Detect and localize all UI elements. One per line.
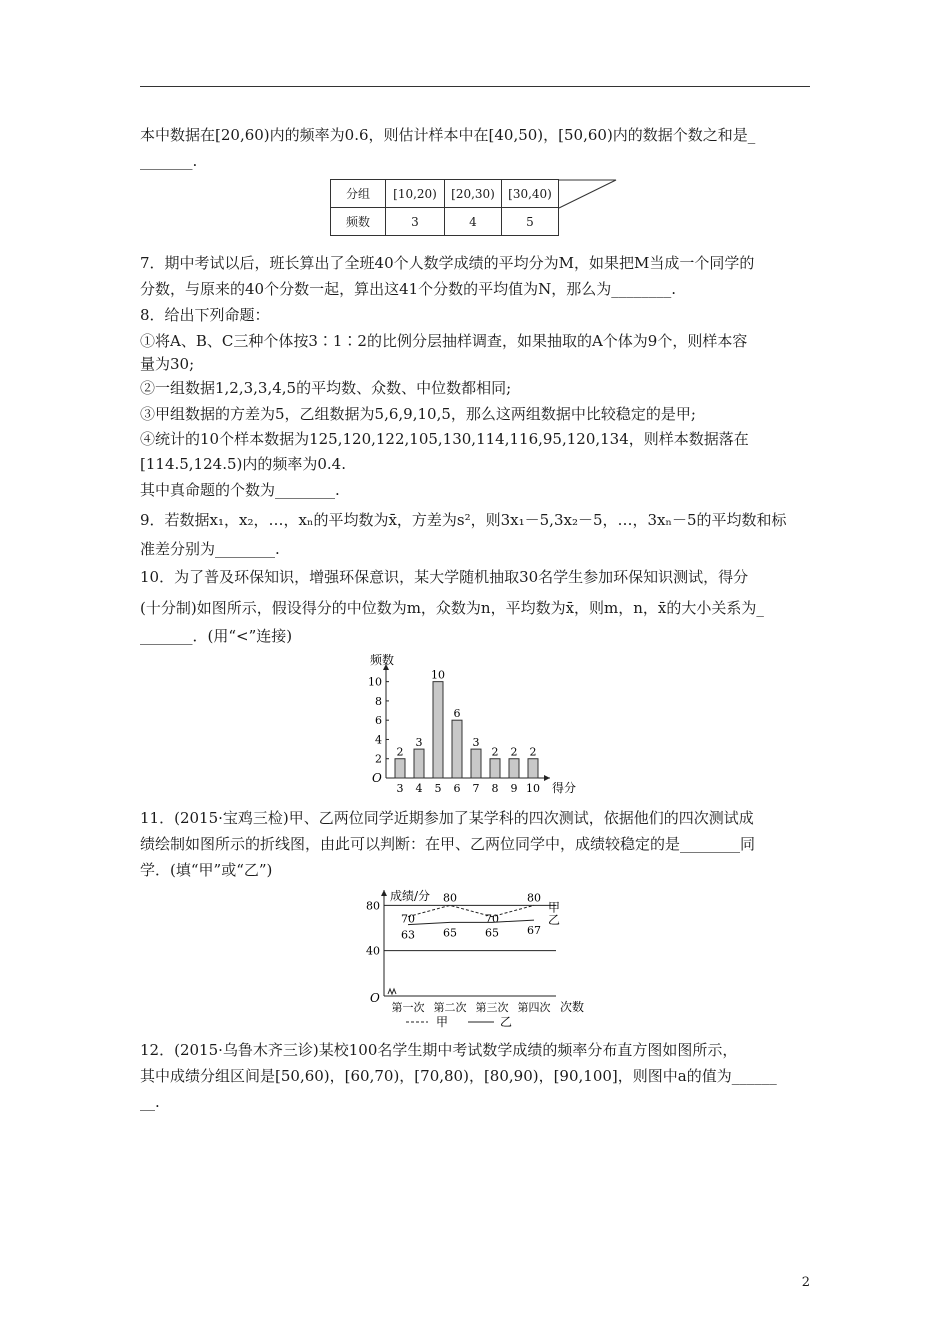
x-tick-label: 9 (510, 782, 518, 795)
q11-line-2: 绩绘制如图所示的折线图，由此可以判断：在甲、乙两位同学中，成绩较稳定的是________同 (140, 835, 756, 853)
q7-line-1: 7．期中考试以后，班长算出了全班40个人数学成绩的平均分为M，如果把M当成一个同学的 (140, 254, 755, 272)
q12-line-2: 其中成绩分组区间是[50,60)，[60,70)，[70,80)，[80,90)，[90,100]，则图中a的值为______ (140, 1067, 777, 1085)
x-tick-label: 3 (396, 782, 404, 795)
y-tick-label: 40 (366, 944, 380, 958)
bar-value-label: 10 (431, 668, 445, 682)
y-axis-arrow (381, 890, 387, 896)
table-header-cell: [10,20) (386, 180, 445, 208)
table-cell: 3 (386, 208, 445, 236)
data-label: 70 (401, 912, 415, 926)
table-header-cell: [30,40) (502, 180, 559, 208)
q8-line-5: ③甲组数据的方差为5，乙组数据为5,6,9,10,5，那么这两组数据中比较稳定的是甲; (140, 405, 696, 423)
q11-line-3: 学．(填“甲”或“乙”) (140, 861, 273, 879)
series-line-yi (408, 920, 534, 925)
data-label: 65 (485, 926, 499, 940)
bar-value-label: 3 (472, 736, 480, 750)
y-tick-label: 6 (375, 714, 382, 728)
q10-line-1: 10．为了普及环保知识，增强环保意识，某大学随机抽取30名学生参加环保知识测试，得分 (140, 568, 749, 586)
table-torn-edge (558, 179, 618, 211)
y-axis-label: 成绩/分 (390, 889, 431, 903)
x-tick-label: 6 (453, 782, 461, 795)
y-tick-label: 2 (375, 752, 382, 766)
line-chart (360, 884, 620, 1034)
axis-break-mark (388, 989, 396, 994)
q8-line-6: ④统计的10个样本数据为125,120,122,105,130,114,116,95,120,134，则样本数据落在 (140, 430, 749, 448)
q8-line-2: ①将A、B、C三种个体按3∶1∶2的比例分层抽样调查，如果抽取的A个体为9个，则样本容 (140, 332, 748, 350)
q7-line-2: 分数，与原来的40个分数一起，算出这41个分数的平均值为N，那么为________. (140, 280, 677, 298)
x-axis-label: 次数 (560, 1000, 585, 1014)
bar-value-label: 2 (396, 745, 404, 759)
header-rule (140, 86, 810, 87)
bar-value-label: 2 (491, 745, 499, 759)
bar (414, 749, 424, 778)
x-tick-label: 第三次 (475, 1001, 509, 1014)
series-end-label: 乙 (548, 913, 561, 928)
q8-line-7: [114.5,124.5)内的频率为0.4. (140, 455, 346, 473)
q6-line-2: _______. (140, 152, 198, 170)
x-tick-label: 第一次 (391, 1001, 425, 1014)
bar (471, 749, 481, 778)
q10-line-3: _______．(用“<”连接) (140, 627, 293, 645)
data-label: 80 (527, 891, 541, 905)
bar (452, 720, 462, 778)
y-tick-label: 4 (375, 733, 382, 747)
frequency-table (330, 179, 559, 236)
bar (395, 759, 405, 778)
bar-value-label: 6 (453, 707, 461, 721)
origin-label: O (372, 771, 382, 785)
q11-line-1: 11．(2015·宝鸡三检)甲、乙两位同学近期参加了某学科的四次测试，依据他们的四次测试成 (140, 809, 754, 827)
table-cell: 频数 (331, 208, 386, 236)
q12-line-3: __. (140, 1093, 160, 1111)
origin-label: O (370, 991, 380, 1005)
x-axis-arrow (544, 775, 550, 781)
x-tick-label: 5 (434, 782, 442, 795)
bar-value-label: 2 (529, 745, 537, 759)
bar (433, 682, 443, 778)
x-axis-label: 得分 (552, 781, 577, 795)
x-tick-label: 7 (472, 782, 480, 795)
bar-value-label: 3 (415, 736, 423, 750)
series-line-jia (408, 905, 534, 916)
x-tick-label: 第四次 (517, 1001, 551, 1014)
table-cell: 5 (502, 208, 559, 236)
data-label: 80 (443, 891, 457, 905)
y-tick-label: 8 (375, 694, 382, 708)
data-label: 70 (485, 912, 499, 926)
table-cell: 4 (445, 208, 502, 236)
q9-line-1: 9．若数据x₁，x₂，…，xₙ的平均数为x̄，方差为s²，则3x₁－5,3x₂－5，…，3xₙ－5的平均数和标 (140, 511, 787, 529)
page-number: 2 (801, 1275, 810, 1290)
q8-line-3: 量为30; (140, 355, 195, 373)
data-label: 63 (401, 928, 415, 942)
x-tick-label: 第二次 (433, 1001, 467, 1014)
data-label: 65 (443, 926, 457, 940)
bar-chart (360, 650, 600, 800)
y-tick-label: 10 (368, 675, 382, 689)
table-header-cell: [20,30) (445, 180, 502, 208)
y-tick-label: 80 (366, 899, 380, 913)
q12-line-1: 12．(2015·乌鲁木齐三诊)某校100名学生期中考试数学成绩的频率分布直方图如图所示， (140, 1041, 738, 1059)
q8-line-4: ②一组数据1,2,3,3,4,5的平均数、众数、中位数都相同; (140, 379, 512, 397)
x-tick-label: 4 (415, 782, 423, 795)
legend-label-yi: 乙 (500, 1015, 513, 1029)
bar (490, 759, 500, 778)
x-tick-label: 10 (526, 782, 540, 795)
bar (509, 759, 519, 778)
x-tick-label: 8 (491, 782, 499, 795)
q6-line-1: 本中数据在[20,60)内的频率为0.6，则估计样本中在[40,50)，[50,60)内的数据个数之和是_ (140, 126, 756, 144)
q9-line-2: 准差分别为________. (140, 540, 280, 558)
q8-line-8: 其中真命题的个数为________. (140, 481, 340, 499)
bar-value-label: 2 (510, 745, 518, 759)
data-label: 67 (527, 924, 541, 938)
q8-line-1: 8．给出下列命题： (140, 306, 270, 324)
q10-line-2: (十分制)如图所示，假设得分的中位数为m，众数为n，平均数为x̄，则m，n，x̄的大小关系为_ (140, 599, 764, 617)
bar (528, 759, 538, 778)
table-header-cell: 分组 (331, 180, 386, 208)
series-end-label: 甲 (548, 900, 561, 915)
y-axis-label: 频数 (370, 653, 395, 667)
legend-label-jia: 甲 (436, 1015, 449, 1029)
